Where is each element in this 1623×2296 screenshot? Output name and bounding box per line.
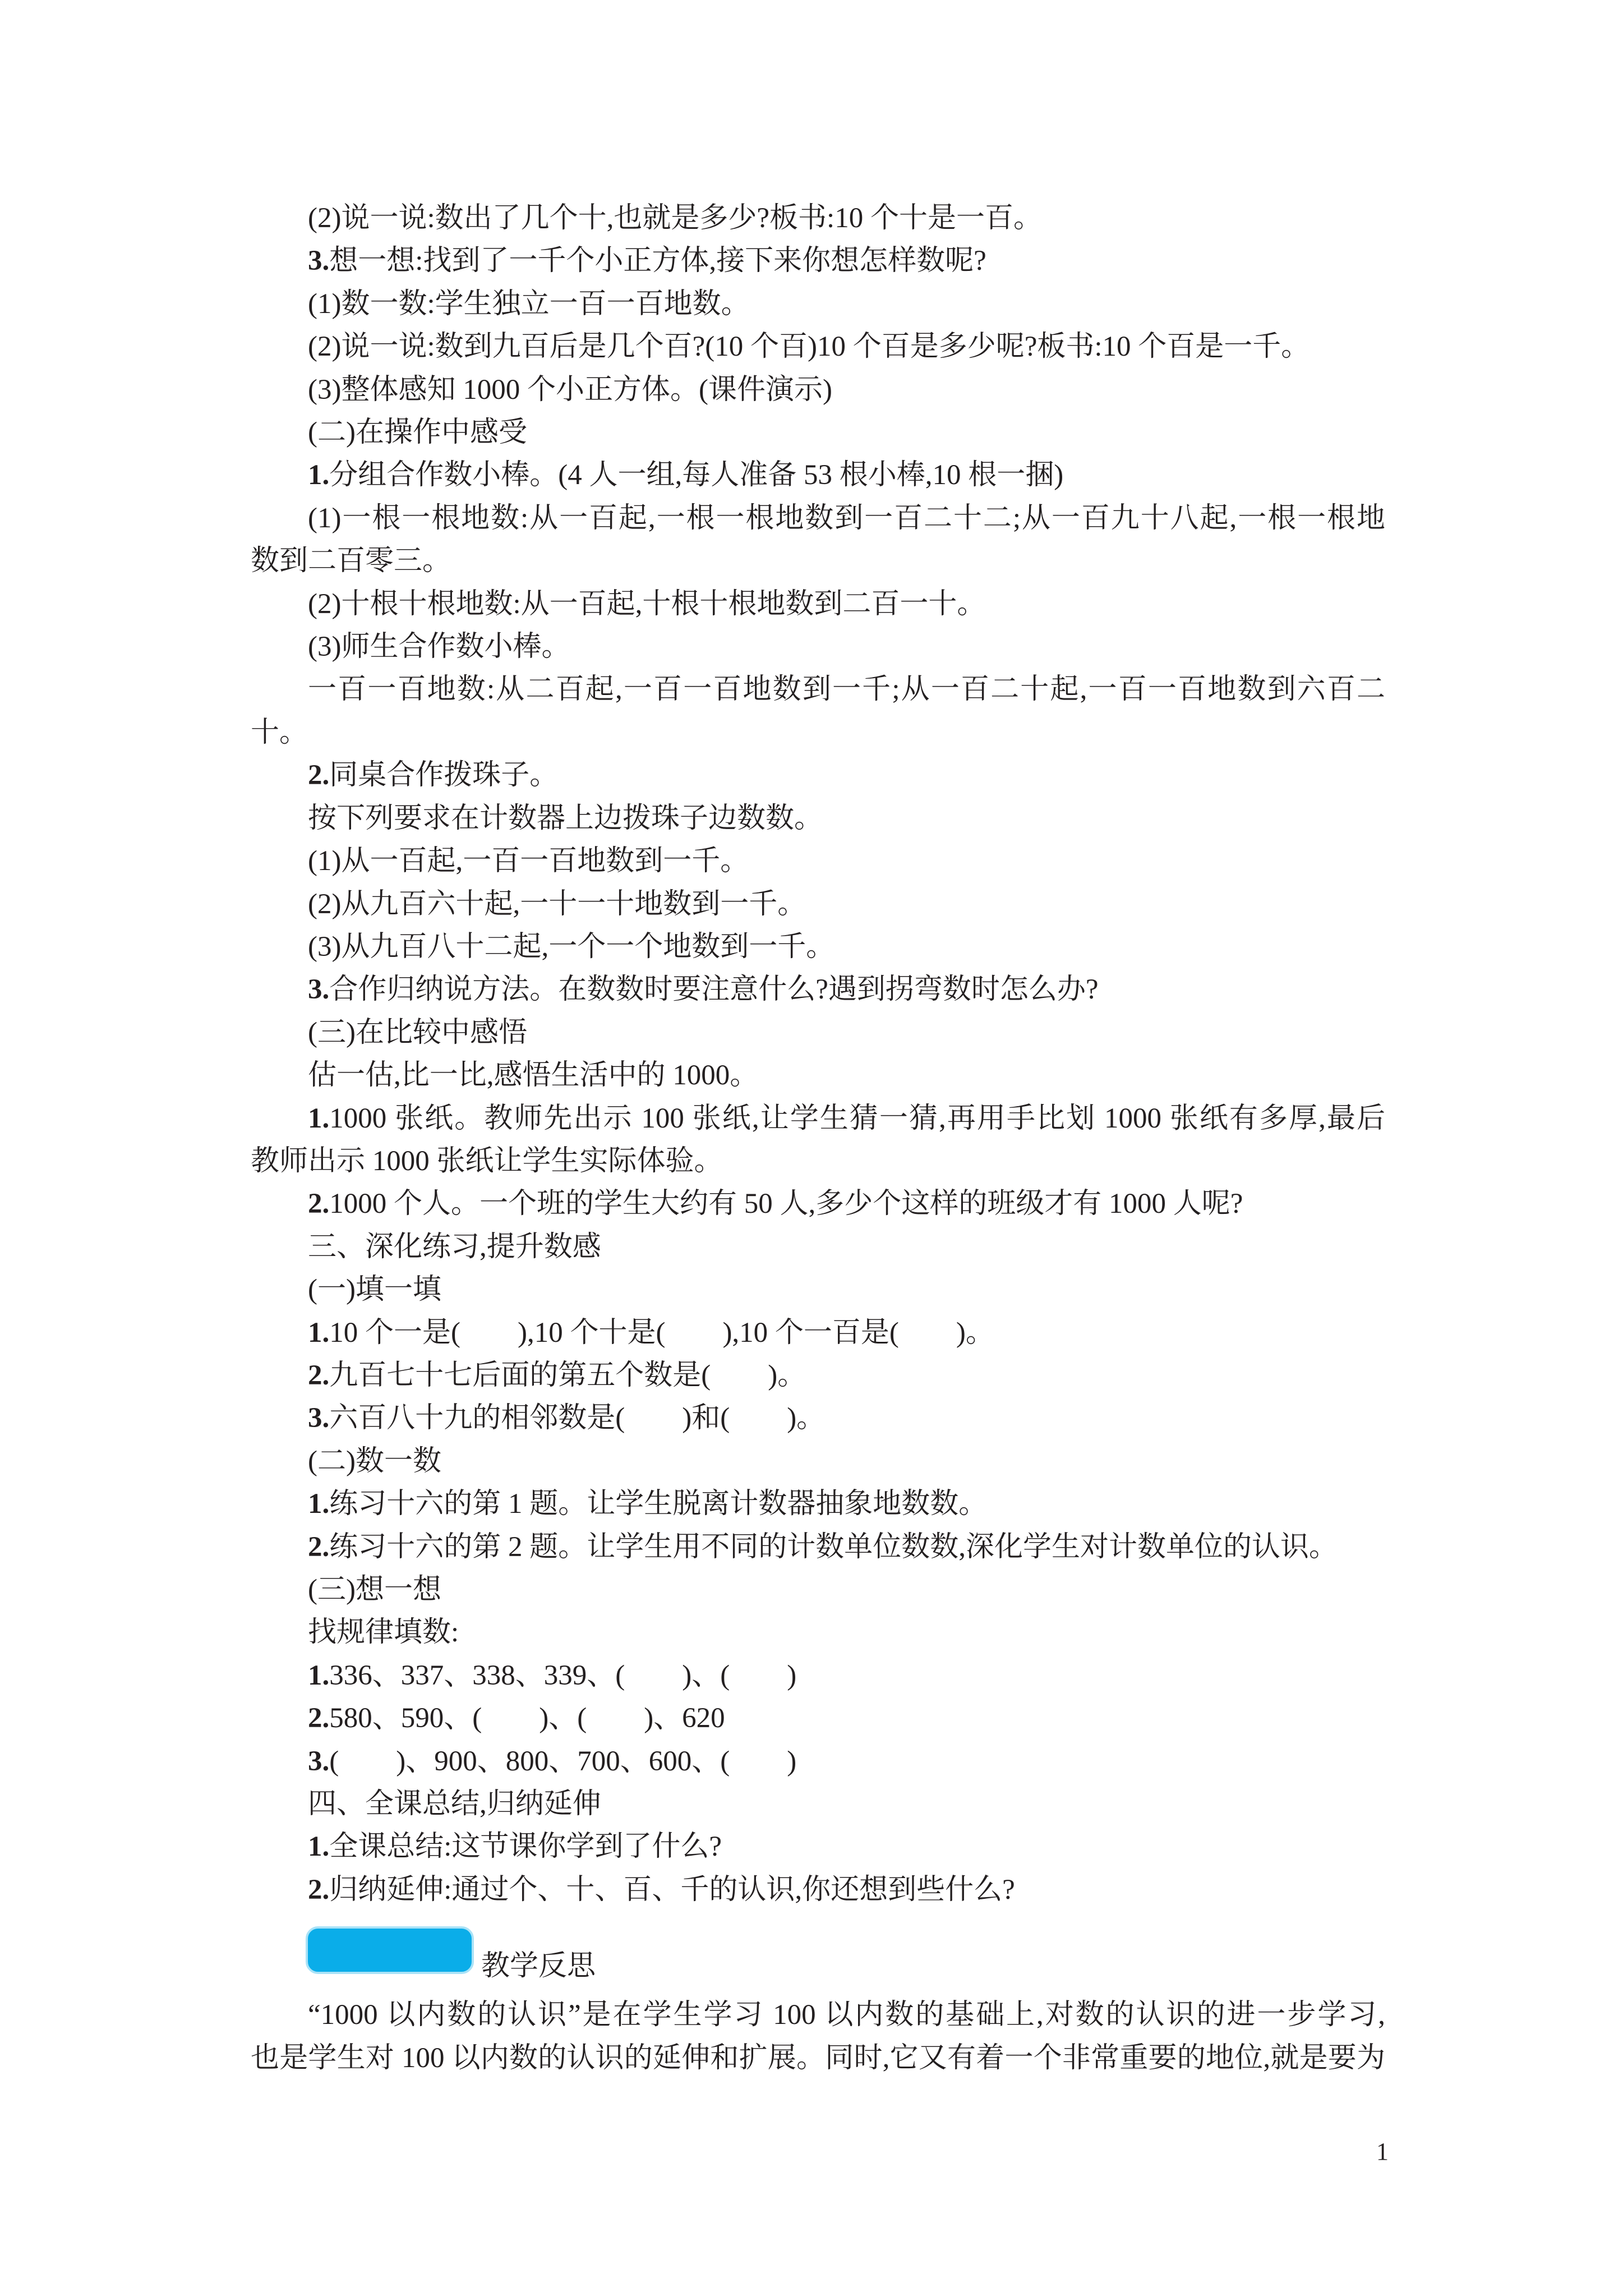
paragraph <box>251 1011 1385 1054</box>
item-number: 2. <box>308 1703 330 1734</box>
paragraph-text: 1000 个人。一个班的学生大约有 50 人,多少个这样的班级才有 1000 人呢? <box>329 1188 1243 1220</box>
paragraph-line <box>251 497 1385 540</box>
paragraph-line <box>251 1568 1385 1611</box>
reflection-header <box>251 1911 1385 1994</box>
paragraph-text: (1)一根一根地数:从一百起,一根一根地数到一百二十二;从一百九十八起,一根一根地 <box>308 502 1385 534</box>
paragraph <box>251 1526 1385 1568</box>
paragraph-line <box>251 883 1385 926</box>
paragraph <box>251 968 1385 1011</box>
paragraph-line <box>251 1526 1385 1568</box>
paragraph <box>251 1783 1385 1825</box>
paragraph-text: (二)在操作中感受 <box>308 417 527 449</box>
paragraph-line <box>251 926 1385 968</box>
paragraph-line <box>251 1312 1385 1354</box>
paragraph <box>251 1611 1385 1654</box>
page-body <box>251 197 1385 2079</box>
item-number: 3. <box>308 245 330 277</box>
paragraph <box>251 497 1385 583</box>
paragraph <box>251 668 1385 754</box>
paragraph-text: (一)填一填 <box>308 1274 441 1306</box>
paragraph-text: ( )、900、800、700、600、( ) <box>329 1745 797 1777</box>
paragraph-text: 合作归纳说方法。在数数时要注意什么?遇到拐弯数时怎么办? <box>329 974 1099 1006</box>
paragraph-text: 估一估,比一比,感悟生活中的 1000。 <box>308 1060 759 1092</box>
paragraph-text: (2)十根十根地数:从一百起,十根十根地数到二百一十。 <box>308 588 986 620</box>
paragraph-line <box>251 668 1385 711</box>
paragraph-text: 一百一百地数:从二百起,一百一百地数到一千;从一百二十起,一百一百地数到六百二 <box>308 674 1385 706</box>
paragraph-line <box>251 1825 1385 1868</box>
paragraph-line <box>251 411 1385 454</box>
paragraph-line <box>251 1483 1385 1525</box>
paragraph <box>251 754 1385 797</box>
paragraph <box>251 1354 1385 1397</box>
paragraph-line <box>251 197 1385 240</box>
paragraph-text: 练习十六的第 2 题。让学生用不同的计数单位数数,深化学生对计数单位的认识。 <box>329 1531 1338 1563</box>
paragraph-line <box>251 1440 1385 1483</box>
paragraph <box>251 325 1385 368</box>
item-number: 3. <box>308 1745 330 1777</box>
paragraph-text: (三)在比较中感悟 <box>308 1016 527 1048</box>
item-number: 1. <box>308 1317 330 1349</box>
paragraph-text: (2)说一说:数到九百后是几个百?(10 个百)10 个百是多少呢?板书:10 个百是一千。 <box>308 331 1310 363</box>
item-number: 3. <box>308 1402 330 1434</box>
paragraph <box>251 283 1385 325</box>
paragraph-continuation: 也是学生对 100 以内数的认识的延伸和扩展。同时,它又有着一个非常重要的地位,就是要为 <box>251 2042 1385 2074</box>
paragraph-line <box>251 754 1385 797</box>
paragraph <box>251 1097 1385 1183</box>
paragraph-text: 四、全课总结,归纳延伸 <box>308 1788 601 1820</box>
paragraph-text: 10 个一是( ),10 个十是( ),10 个一百是( )。 <box>329 1317 994 1349</box>
paragraph <box>251 1226 1385 1268</box>
item-number: 3. <box>308 974 330 1006</box>
lesson-steps <box>251 197 1385 1911</box>
paragraph-text: 六百八十九的相邻数是( )和( )。 <box>329 1402 826 1434</box>
paragraph <box>251 1568 1385 1611</box>
paragraph-text: (1)数一数:学生独立一百一百地数。 <box>308 288 750 320</box>
reflection-paragraph <box>251 1994 1385 2079</box>
paragraph-text: 想一想:找到了一千个小正方体,接下来你想怎样数呢? <box>329 245 986 277</box>
paragraph-text: 1000 张纸。教师先出示 100 张纸,让学生猜一猜,再用手比划 1000 张纸有多厚,最后 <box>329 1102 1385 1134</box>
item-number: 2. <box>308 1188 330 1220</box>
paragraph <box>251 883 1385 926</box>
paragraph-text: 分组合作数小棒。(4 人一组,每人准备 53 根小棒,10 根一捆) <box>329 459 1064 491</box>
paragraph <box>251 1312 1385 1354</box>
paragraph-line <box>251 240 1385 282</box>
paragraph <box>251 625 1385 668</box>
paragraph-line <box>251 1740 1385 1783</box>
paragraph-line <box>251 1354 1385 1397</box>
paragraph-line <box>251 1054 1385 1097</box>
paragraph-text: 全课总结:这节课你学到了什么? <box>329 1831 722 1863</box>
paragraph <box>251 1483 1385 1525</box>
paragraph <box>251 1654 1385 1697</box>
item-number: 1. <box>308 1102 330 1134</box>
paragraph-line <box>251 1611 1385 1654</box>
item-number: 2. <box>308 1359 330 1391</box>
paragraph-text: (2)说一说:数出了几个十,也就是多少?板书:10 个十是一百。 <box>308 203 1042 234</box>
item-number: 1. <box>308 1488 330 1520</box>
paragraph-text: (3)整体感知 1000 个小正方体。(课件演示) <box>308 374 832 406</box>
paragraph <box>251 1869 1385 1911</box>
paragraph-text: (二)数一数 <box>308 1445 441 1477</box>
paragraph-continuation: 教师出示 1000 张纸让学生实际体验。 <box>251 1145 723 1177</box>
item-number: 1. <box>308 1831 330 1863</box>
paragraph <box>251 583 1385 625</box>
paragraph-line: “1000 以内数的认识”是在学生学习 100 以内数的基础上,对数的认识的进一步学习, <box>308 1999 1385 2031</box>
paragraph-line <box>251 369 1385 411</box>
paragraph-line <box>251 1268 1385 1311</box>
paragraph <box>251 926 1385 968</box>
paragraph-text: (3)师生合作数小棒。 <box>308 631 570 663</box>
paragraph <box>251 454 1385 496</box>
paragraph <box>251 1182 1385 1225</box>
paragraph <box>251 411 1385 454</box>
paragraph-line <box>251 1697 1385 1740</box>
page-number: 1 <box>1376 2138 1389 2165</box>
paragraph-line <box>251 968 1385 1011</box>
paragraph-text: (1)从一百起,一百一百地数到一千。 <box>308 845 749 877</box>
paragraph-text: 按下列要求在计数器上边拨珠子边数数。 <box>308 802 823 834</box>
paragraph-text: 九百七十七后面的第五个数是( )。 <box>329 1359 806 1391</box>
item-number: 2. <box>308 1874 330 1906</box>
paragraph-continuation: 数到二百零三。 <box>251 545 451 577</box>
item-number: 1. <box>308 1659 330 1691</box>
paragraph-line <box>251 1226 1385 1268</box>
paragraph-line <box>251 1397 1385 1439</box>
paragraph <box>251 369 1385 411</box>
paragraph-line <box>251 1182 1385 1225</box>
paragraph-text: (三)想一想 <box>308 1574 441 1605</box>
paragraph-text: 三、深化练习,提升数感 <box>308 1231 601 1263</box>
paragraph-line <box>251 1011 1385 1054</box>
paragraph-text: 找规律填数: <box>308 1617 459 1649</box>
paragraph <box>251 1268 1385 1311</box>
paragraph-line <box>251 1097 1385 1140</box>
item-number: 2. <box>308 1531 330 1563</box>
paragraph <box>251 1440 1385 1483</box>
paragraph-text: (3)从九百八十二起,一个一个地数到一千。 <box>308 931 835 963</box>
section-badge <box>306 1926 474 1974</box>
paragraph-text: 580、590、( )、( )、620 <box>329 1703 725 1734</box>
paragraph <box>251 1825 1385 1868</box>
paragraph-line <box>251 1654 1385 1697</box>
paragraph-text: 归纳延伸:通过个、十、百、千的认识,你还想到些什么? <box>329 1874 1015 1906</box>
paragraph-line <box>251 625 1385 668</box>
paragraph <box>251 840 1385 882</box>
paragraph-text: 同桌合作拨珠子。 <box>329 760 559 792</box>
paragraph-line <box>251 797 1385 840</box>
paragraph-line <box>251 1869 1385 1911</box>
item-number: 2. <box>308 760 330 792</box>
paragraph-line <box>251 325 1385 368</box>
paragraph-line <box>251 583 1385 625</box>
paragraph-text: 练习十六的第 1 题。让学生脱离计数器抽象地数数。 <box>329 1488 988 1520</box>
paragraph <box>251 240 1385 282</box>
section-title: 教学反思 <box>481 1950 596 1982</box>
paragraph-line <box>251 840 1385 882</box>
paragraph <box>251 1740 1385 1783</box>
paragraph <box>251 1054 1385 1097</box>
paragraph <box>251 797 1385 840</box>
paragraph <box>251 1697 1385 1740</box>
paragraph-text: (2)从九百六十起,一十一十地数到一千。 <box>308 888 806 920</box>
paragraph <box>251 197 1385 240</box>
paragraph-line <box>251 454 1385 496</box>
paragraph-continuation: 十。 <box>251 716 308 748</box>
paragraph-line <box>251 283 1385 325</box>
paragraph-text: 336、337、338、339、( )、( ) <box>329 1659 797 1691</box>
paragraph <box>251 1397 1385 1439</box>
paragraph-line <box>251 1783 1385 1825</box>
item-number: 1. <box>308 459 330 491</box>
